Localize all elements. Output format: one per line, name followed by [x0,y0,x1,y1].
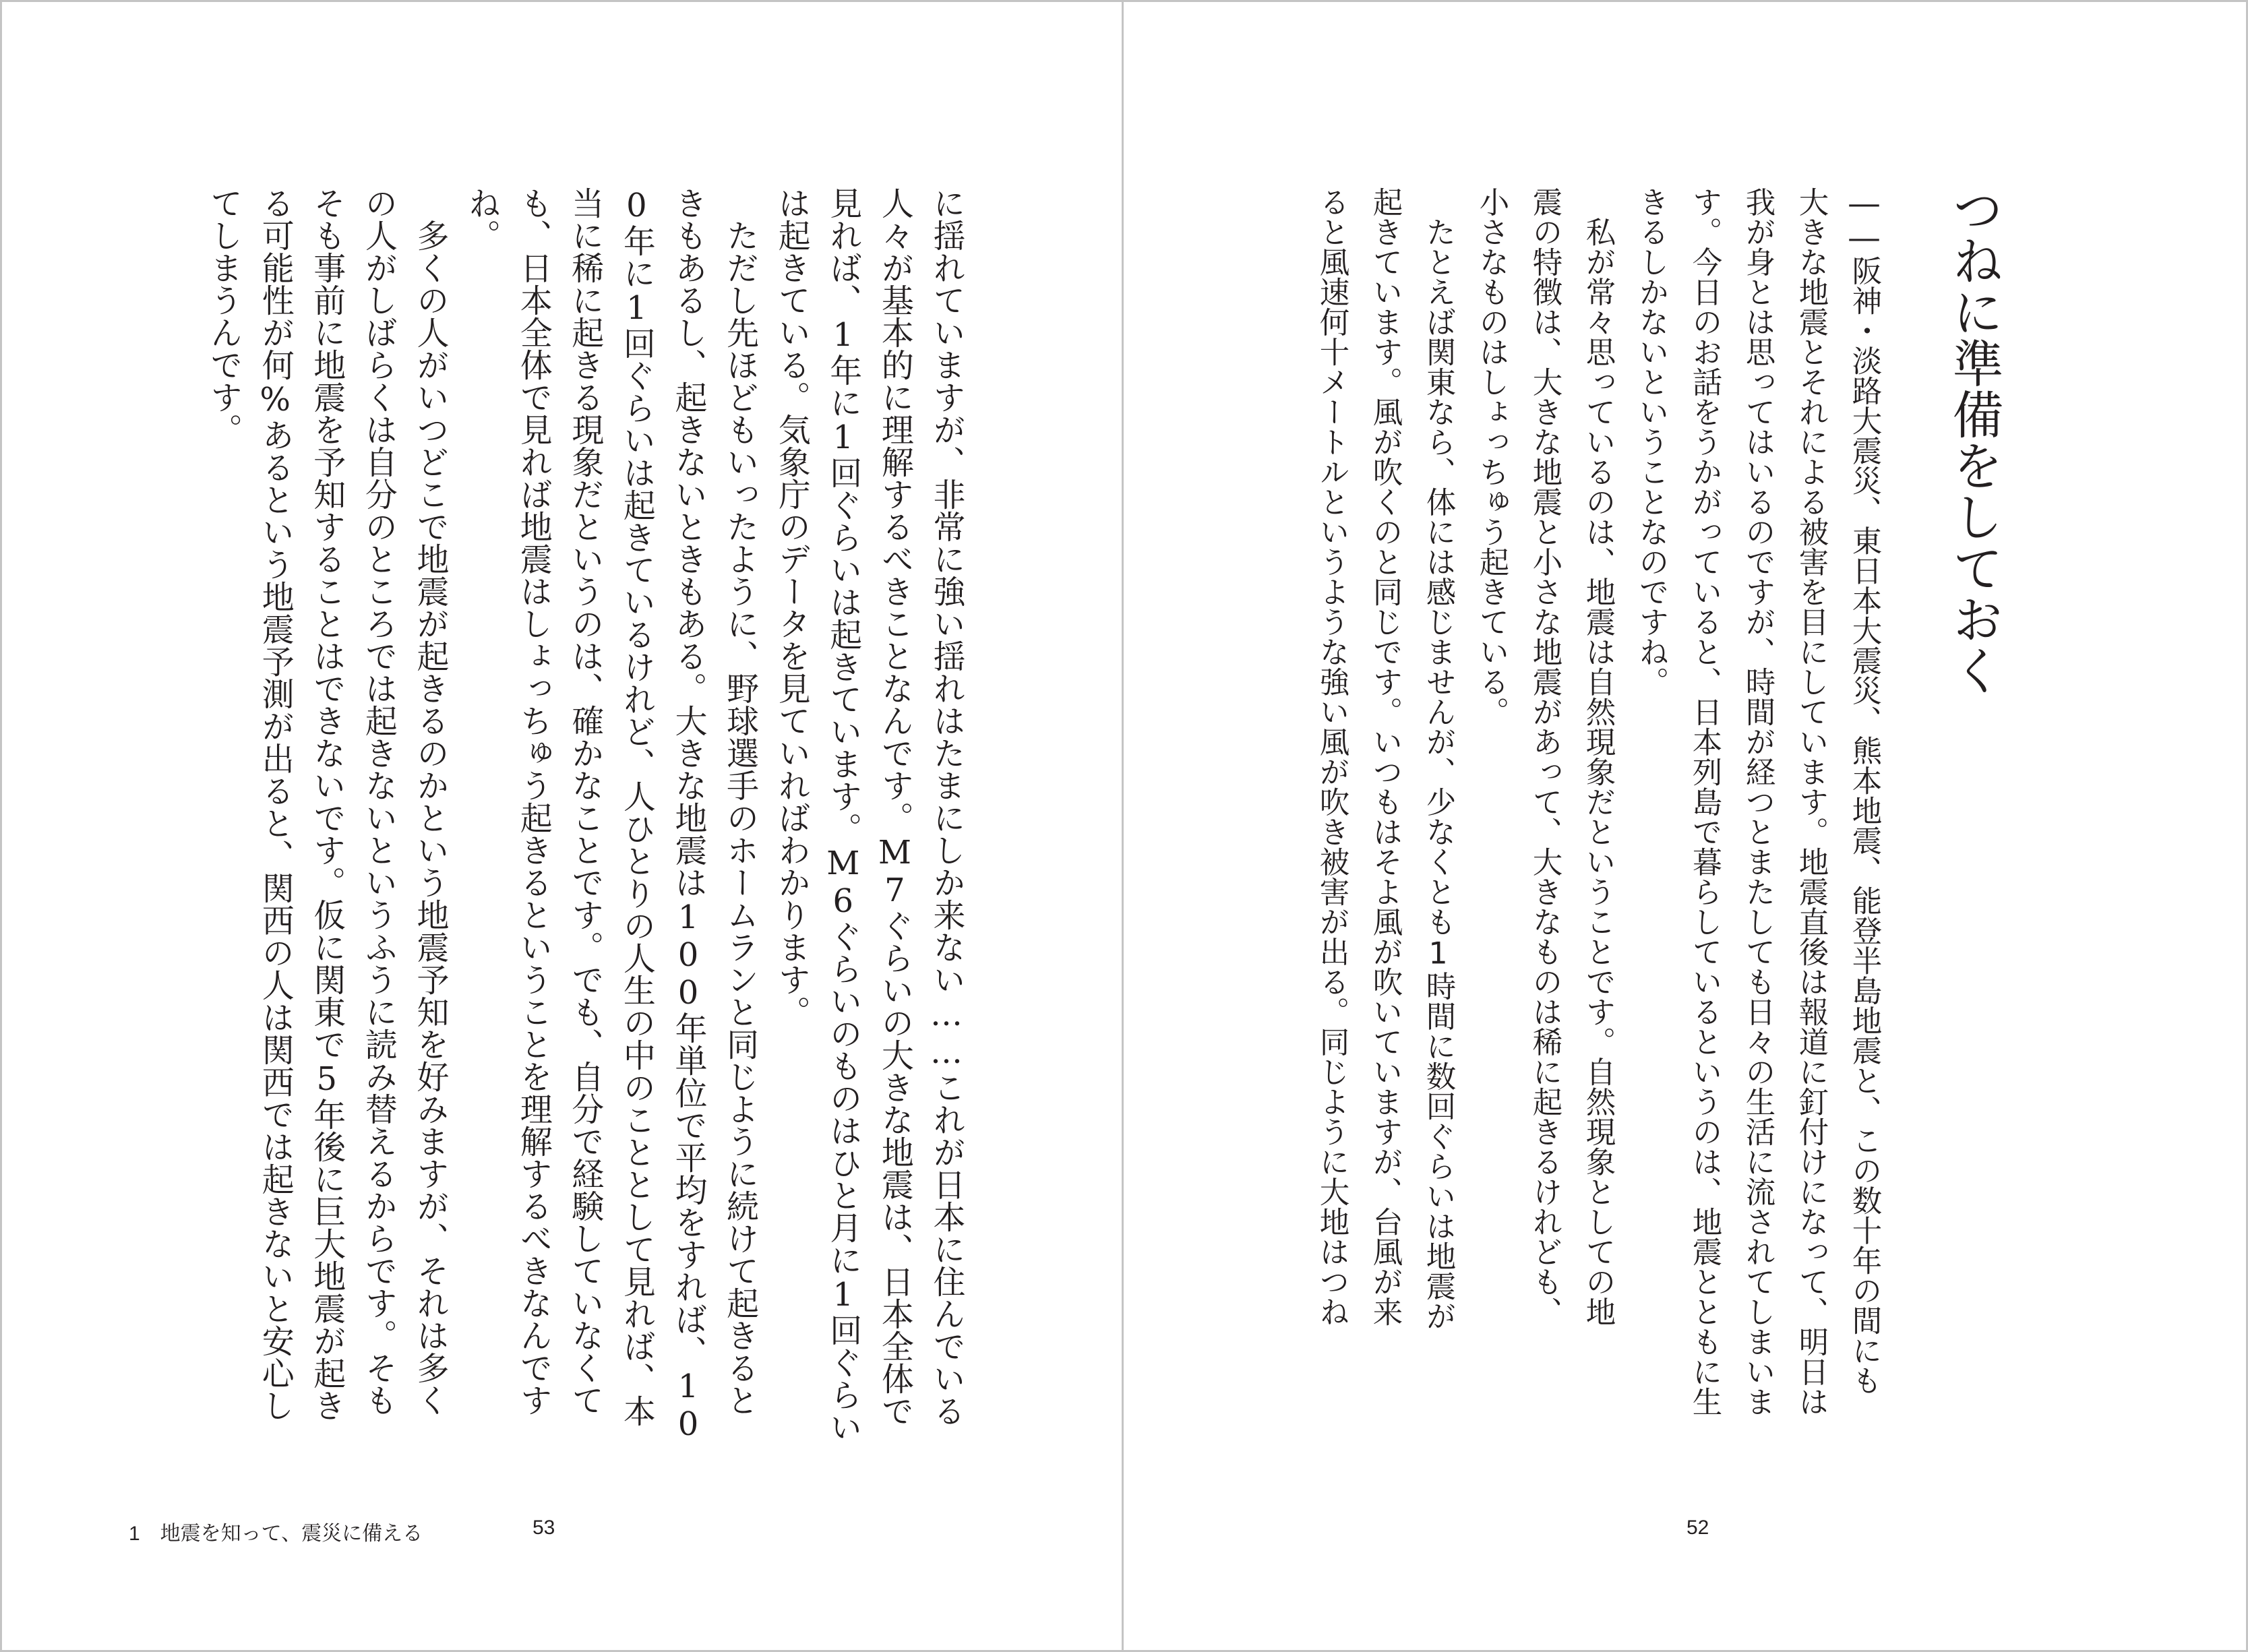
text-column: ると風速何十メートルというような強い風が吹き被害が出る。同じように大地はつね [1314,187,1349,1326]
text-column: も、日本全体で見れば地震はしょっちゅう起きるということを理解するべきなんです [514,187,553,1416]
page-number-left: 53 [533,1517,555,1539]
text-column: きもあるし、起きないときもある。大きな地震は100年単位で平均をすれば、10 [669,187,707,1443]
text-column: 人々が基本的に理解するべきことなんです。M7ぐらいの大きな地震は、日本全体で [876,187,914,1427]
text-column: 多くの人がいつどこで地震が起きるのかという地震予知を好みますが、それは多く [411,187,449,1416]
text-column: 見れば、1年に1回ぐらいは起きています。M6ぐらいのものはひと月に1回ぐらい [824,187,862,1443]
running-head: 1 地震を知って、震災に備える [129,1523,423,1545]
text-column: ね。 [462,187,501,251]
text-column: きるしかないということなのですね。 [1634,187,1668,697]
text-column: に揺れていますが、非常に強い揺れはたまにしか来ない……これが日本に住んでいる [928,187,965,1427]
text-column: 小さなものはしょっちゅう起きている。 [1474,187,1509,727]
text-column: 震の特徴は、大きな地震と小さな地震があって、大きなものは稀に起きるけれども、 [1527,187,1562,1326]
text-column: 0年に1回ぐらいは起きているけれど、人ひとりの人生の中のこととして見れば、本 [617,187,656,1427]
text-column: 我が身とは思ってはいるのですが、時間が経つとまたしても日々の生活に流されてしまいま [1740,187,1775,1417]
text-column: てしまうんです。 [204,187,243,446]
text-column: 私が常々思っているのは、地震は自然現象だということです。自然現象としての地 [1581,187,1615,1326]
text-column: たとえば関東なら、体には感じませんが、少なくとも1時間に数回ぐらいは地震が [1421,187,1455,1331]
text-column: そも事前に地震を予知することはできないです。仮に関東で5年後に巨大地震が起き [307,187,346,1421]
text-column: ――阪神・淡路大震災、東日本大震災、熊本地震、能登半島地震と、この数十年の間にも [1847,187,1881,1395]
text-column: 起きています。風が吹くのと同じです。いつもはそよ風が吹いていますが、台風が来 [1368,187,1402,1326]
text-column: 当に稀に起きる現象だというのは、確かなことです。でも、自分で経験していなくて [566,187,604,1416]
page-number-right: 52 [1687,1517,1709,1539]
spine-divider [1122,0,1124,1652]
text-column: 大きな地震とそれによる被害を目にしています。地震直後は報道に釘付けになって、明日は [1794,187,1828,1417]
text-column: す。今日のお話をうかがっていると、日本列島で暮らしているというのは、地震とともに生 [1687,187,1722,1417]
text-column: の人がしばらくは自分のところでは起きないというふうに読み替えるからです。そも [359,187,398,1416]
text-column: ただし先ほどもいったように、野球選手のホームランと同じように続けて起きると [721,187,759,1416]
section-title: つねに準備をしておく [1944,183,2004,696]
text-column: る可能性が何%あるという地震予測が出ると、関西の人は関西では起きないと安心し [256,187,295,1421]
text-column: は起きている。気象庁のデータを見ていればわかります。 [772,187,811,1028]
